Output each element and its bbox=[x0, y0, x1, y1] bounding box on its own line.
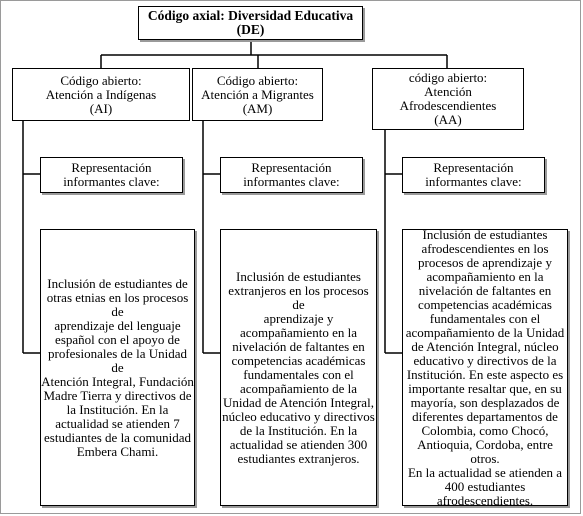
key-informants-aa-box: Representación informantes clave: bbox=[402, 157, 545, 193]
description-am-box: Inclusión de estudiantes extranjeros en los procesos de aprendizaje y acompañamiento en la nivelación de faltantes en competencias académicas fundamentales con el acompañamiento de la Unidad de Atención Integral, núcleo educativo y directivos de la Institución. En la actualidad se atienden 300 estudiantes extranjeros. bbox=[220, 229, 377, 506]
key-informants-am-box: Representación informantes clave: bbox=[220, 157, 363, 193]
open-code-ai-box: Código abierto: Atención a Indígenas (AI) bbox=[12, 68, 190, 121]
open-code-am-box: Código abierto: Atención a Migrantes (AM) bbox=[192, 68, 323, 121]
description-ai-box: Inclusión de estudiantes de otras etnias en los procesos de aprendizaje del lenguaje español con el apoyo de profesionales de la Unidad de Atención Integral, Fundación Madre Tierra y directivos de la Institución. En la actualidad se atienden 7 estudiantes de la comunidad Embera Chami. bbox=[40, 229, 195, 506]
open-code-aa-box: código abierto: Atención Afrodescendientes (AA) bbox=[372, 68, 524, 130]
key-informants-ai-box: Representación informantes clave: bbox=[40, 157, 183, 193]
description-aa-box: Inclusión de estudiantes afrodescendientes en los procesos de aprendizaje y acompañamiento en la nivelación de faltantes en competencias académicas fundamentales con el acompañamiento de la Unidad de Atención Integral, núcleo educativo y directivos de la Institución. En este aspecto es importante resaltar que, en su mayoría, son desplazados de diferentes departamentos de Colombia, como Chocó, Antioquia, Cordoba, entre otros. En la actualidad se atienden a 400 estudiantes afrodescendientes. bbox=[402, 229, 568, 506]
axial-code-title: Código axial: Diversidad Educativa (DE) bbox=[138, 6, 363, 40]
